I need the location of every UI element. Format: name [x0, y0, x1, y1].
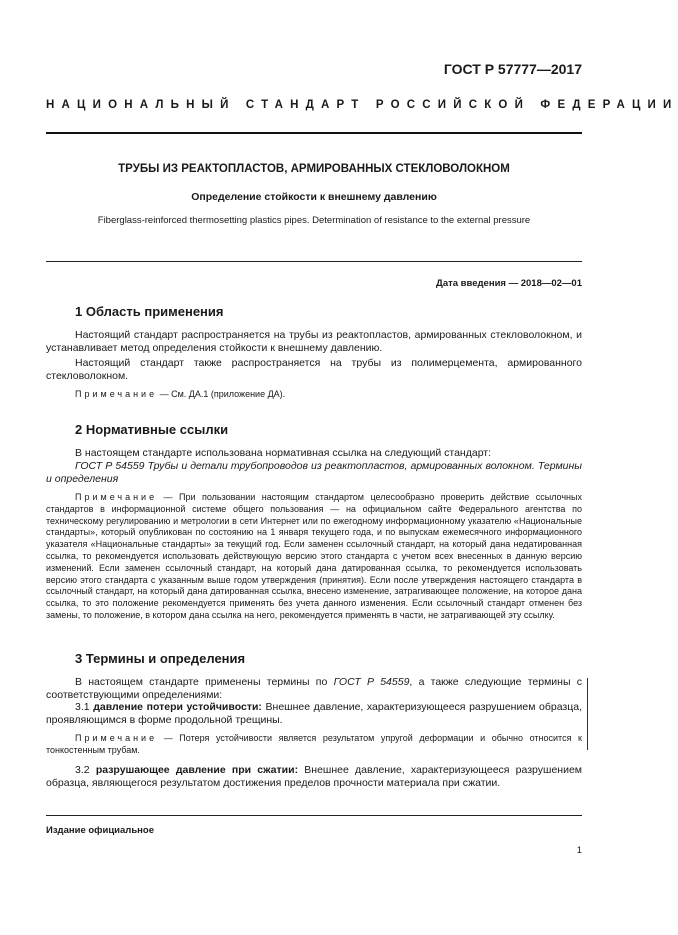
page-number: 1: [576, 845, 582, 856]
section-3-intro: В настоящем стандарте применены термины по ГОСТ Р 54559, а также следующие термины с соответствующими определениями:: [46, 676, 582, 701]
section-3-heading: 3 Термины и определения: [75, 651, 246, 666]
document-subtitle: Определение стойкости к внешнему давлению: [191, 191, 437, 203]
standard-code: ГОСТ Р 57777—2017: [443, 61, 582, 77]
reference-link-text: ГОСТ Р 54559: [333, 676, 410, 688]
section-3-note: Примечание — Потеря устойчивости является результатом упругой деформации и обычно относится к тонкостенным трубам.: [46, 733, 582, 755]
note-label: Примечание: [75, 733, 158, 743]
section-1-paragraph-2: Настоящий стандарт также распространяется на трубы из полимерцемента, армированного стекловолокном.: [46, 357, 582, 382]
title-rule: [46, 261, 582, 262]
normative-reference: ГОСТ Р 54559 Трубы и детали трубопроводов из реактопластов, армированных волокном. Термины и определения: [46, 460, 582, 485]
note-label: Примечание: [75, 389, 158, 399]
introduction-date: Дата введения — 2018—02—01: [436, 278, 582, 289]
official-edition-label: Издание официальное: [46, 825, 154, 836]
term-3-2: 3.2 разрушающее давление при сжатии: Внешнее давление, характеризующееся разрушением образца, являющегося результатом достижения пределов прочности материала при сжатии.: [46, 764, 583, 789]
section-1-paragraph-1: Настоящий стандарт распространяется на трубы из реактопластов, армированных стекловолокном, и устанавливает метод определения стойкости к внешнему давлению.: [46, 329, 582, 354]
term-3-1: 3.1 давление потери устойчивости: Внешнее давление, характеризующееся разрушением образца, проявляющимся в форме продольной трещины.: [46, 701, 582, 726]
header-rule: [46, 132, 582, 134]
national-standard-banner: НАЦИОНАЛЬНЫЙ СТАНДАРТ РОССИЙСКОЙ ФЕДЕРАЦИИ: [46, 99, 678, 111]
section-1-note: Примечание — См. ДА.1 (приложение ДА).: [75, 389, 286, 399]
english-title: Fiberglass-reinforced thermosetting plastics pipes. Determination of resistance to the external pressure: [97, 215, 531, 226]
section-1-heading: 1 Область применения: [75, 304, 224, 319]
document-title: ТРУБЫ ИЗ РЕАКТОПЛАСТОВ, АРМИРОВАННЫХ СТЕКЛОВОЛОКНОМ: [118, 163, 510, 175]
term-name: разрушающее давление при сжатии:: [95, 764, 299, 776]
note-label: Примечание: [75, 492, 158, 502]
section-2-paragraph-1: В настоящем стандарте использована нормативная ссылка на следующий стандарт:: [75, 447, 492, 459]
footer-rule: [46, 815, 582, 816]
change-bar: [587, 678, 588, 750]
section-2-note: Примечание — При пользовании настоящим стандартом целесообразно проверить действие ссылочных стандартов в информационной системе общего пользования — на официальном сайте Федерального агентства по техническому регулированию и метрологии в сети Интернет или по ежегодному информационному указателю «Национальные стандарты», который опубликован по состоянию на 1 января текущего года, и по выпускам ежемесячного информационного указателя «Национальные стандарты» за текущий год. Если заменен ссылочный стандарт, на который дана недатированная ссылка, то рекомендуется использовать действующую версию этого стандарта с учетом всех внесенных в данную версию изменений. Если заменен ссылочный стандарт, на который дана датированная ссылка, то рекомендуется использовать версию этого стандарта с указанным выше годом утверждения (принятия). Если после утверждения настоящего стандарта в ссылочный стандарт, на который дана датированная ссылка, внесено изменение, затрагивающее положение, на которое дана ссылка, то это положение рекомендуется применять без учета данного изменения. Если ссылочный стандарт отменен без замены, то положение, в котором дана ссылка на него, рекомендуется применять в части, не затрагивающей эту ссылку.: [46, 492, 582, 620]
section-2-heading: 2 Нормативные ссылки: [75, 422, 229, 437]
term-name: давление потери устойчивости:: [93, 701, 262, 713]
